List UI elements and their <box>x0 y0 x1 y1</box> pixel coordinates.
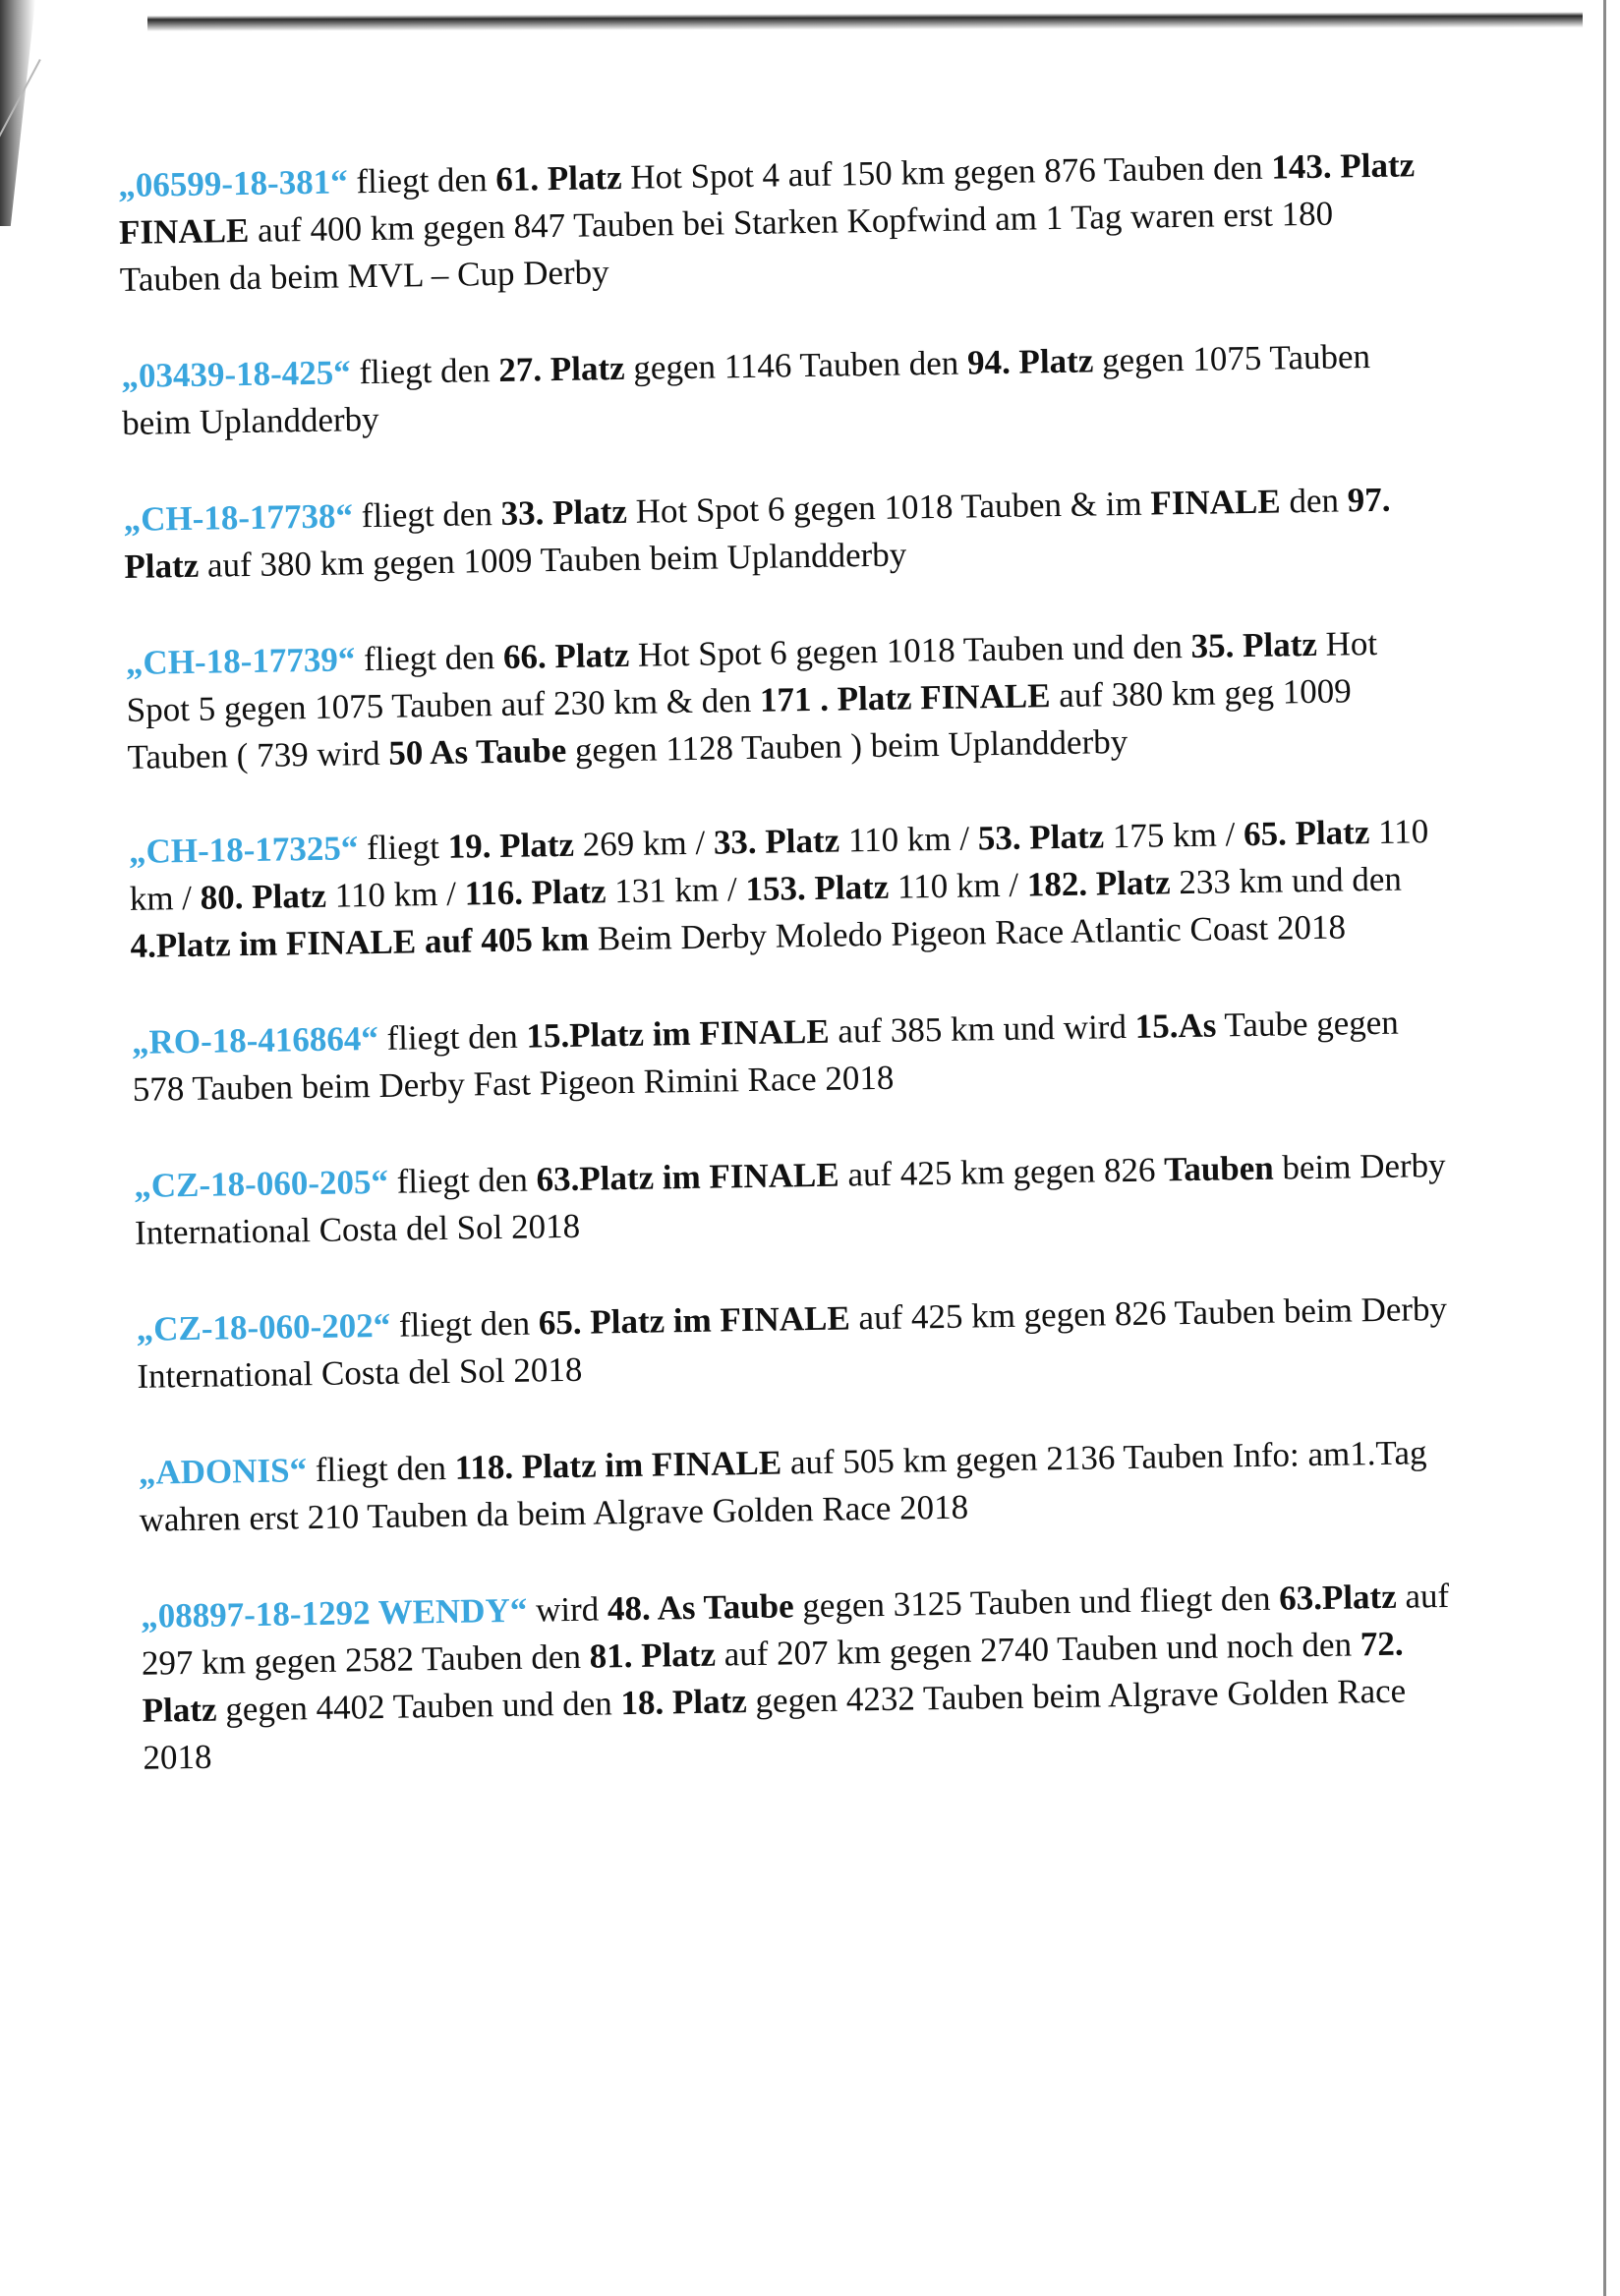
ring-number: „06599-18-381“ <box>118 162 348 204</box>
entry-text: Hot Spot 5 gegen 1075 Tauben auf 230 km & den <box>126 623 1378 729</box>
entry-text: fliegt den <box>354 637 504 679</box>
entry-text: auf 207 km gegen 2740 Tauben und noch den <box>715 1625 1361 1674</box>
entry-text: auf 425 km gegen 826 <box>839 1150 1165 1194</box>
ring-number: „CZ-18-060-202“ <box>136 1305 391 1349</box>
ring-number: „ADONIS“ <box>138 1451 308 1492</box>
placement-highlight: 15.Platz im FINALE <box>526 1011 830 1056</box>
entry-text: fliegt den <box>347 159 496 201</box>
pigeon-entry <box>136 1286 1454 1401</box>
entry-text: fliegt den <box>377 1016 527 1058</box>
entry-text: gegen 1128 Tauben ) beim Uplandderby <box>565 721 1128 770</box>
entry-text: fliegt den <box>306 1448 456 1490</box>
ring-number: „03439-18-425“ <box>121 353 352 395</box>
scan-top-edge <box>147 0 1583 31</box>
entry-text: gegen 4232 Tauben beim Algrave Golden Race 2018 <box>143 1671 1407 1777</box>
placement-highlight: 182. Platz <box>1026 863 1171 904</box>
placement-highlight: 53. Platz <box>977 817 1105 858</box>
entry-text: auf 380 km geg 1009 Tauben ( 739 wird <box>127 671 1352 776</box>
scan-right-edge <box>1603 0 1606 2296</box>
entry-text: gegen 1075 Tauben beim Uplandderby <box>121 337 1371 442</box>
placement-highlight: 65. Platz <box>1243 813 1370 854</box>
pigeon-entry <box>123 476 1441 591</box>
entry-text: 131 km / <box>606 870 746 911</box>
scan-left-corner <box>0 0 35 226</box>
entry-text: gegen 4402 Tauben und den <box>216 1684 621 1729</box>
entry-text: 110 km / <box>325 874 465 915</box>
placement-highlight: 63.Platz im FINALE <box>536 1155 839 1199</box>
entry-text: 175 km / <box>1103 815 1244 856</box>
placement-highlight: 97. Platz <box>124 480 1391 586</box>
entry-text: auf 400 km gegen 847 Tauben bei Starken Kopfwind am 1 Tag waren erst 180 Tauben da beim MVL – Cup Derby <box>119 194 1334 299</box>
entry-text: 233 km und den <box>1170 859 1403 902</box>
entry-text: 110 km / <box>888 865 1028 906</box>
entry-text: fliegt den <box>387 1160 537 1201</box>
pigeon-entry <box>134 1142 1452 1257</box>
placement-highlight: 153. Platz <box>745 867 890 909</box>
placement-highlight: 72. Platz <box>142 1624 1404 1730</box>
entry-text: auf 505 km gegen 2136 Tauben Info: am1.Tag wahren erst 210 Tauben da beim Algrave Golden Race 2018 <box>139 1433 1427 1539</box>
ring-number: „CH-18-17738“ <box>123 496 354 539</box>
pigeon-entry <box>129 808 1448 970</box>
placement-highlight: 80. Platz <box>200 876 327 917</box>
placement-highlight: 81. Platz <box>589 1635 717 1676</box>
placement-highlight: 27. Platz <box>498 348 625 389</box>
entry-text: fliegt <box>357 827 448 868</box>
placement-highlight: 15.As <box>1134 1005 1217 1046</box>
ring-number: „CH-18-17325“ <box>128 829 359 871</box>
placement-highlight: 33. Platz <box>500 491 628 533</box>
placement-highlight: 94. Platz <box>966 341 1094 382</box>
placement-highlight: 65. Platz im FINALE <box>538 1298 851 1343</box>
entry-text: Hot Spot 6 gegen 1018 Tauben & im <box>626 484 1151 531</box>
entry-text: 110 km / <box>129 812 1429 918</box>
pigeon-entry <box>118 142 1437 304</box>
entry-text: 110 km / <box>839 819 979 860</box>
entry-text: Hot Spot 6 gegen 1018 Tauben und den <box>628 626 1191 674</box>
entry-text: den <box>1280 481 1348 521</box>
ring-number: „CZ-18-060-205“ <box>134 1162 389 1205</box>
entry-text: wird <box>526 1589 608 1630</box>
entry-text: auf 425 km gegen 826 Tauben beim Derby International Costa del Sol 2018 <box>137 1289 1448 1396</box>
entry-text: Beim Derby Moledo Pigeon Race Atlantic Coast 2018 <box>588 907 1347 958</box>
entry-text: Taube gegen 578 Tauben beim Derby Fast Pigeon Rimini Race 2018 <box>132 1003 1400 1109</box>
placement-highlight: 66. Platz <box>502 635 630 676</box>
ring-number: „RO-18-416864“ <box>131 1018 379 1062</box>
placement-highlight: 116. Platz <box>464 872 607 913</box>
pigeon-entry <box>126 619 1445 781</box>
placement-highlight: 35. Platz <box>1190 624 1318 665</box>
entry-text: auf 385 km und wird <box>829 1006 1135 1051</box>
entry-text: fliegt den <box>350 350 499 392</box>
placement-highlight: 33. Platz <box>713 821 840 862</box>
placement-highlight: 63.Platz <box>1278 1577 1397 1618</box>
pigeon-entry <box>132 999 1450 1114</box>
entry-text: 269 km / <box>573 823 715 864</box>
entry-text: gegen 1146 Tauben den <box>624 343 968 387</box>
placement-highlight: 50 As Taube <box>387 730 567 773</box>
pigeon-entry <box>141 1573 1461 1782</box>
entry-text: fliegt den <box>352 493 501 536</box>
entry-text: auf 297 km gegen 2582 Tauben den <box>141 1576 1450 1683</box>
pigeon-entry <box>121 332 1439 447</box>
placement-highlight: 18. Platz <box>620 1682 748 1723</box>
placement-highlight: 61. Platz <box>494 157 622 199</box>
entry-text: gegen 3125 Tauben und fliegt den <box>793 1578 1280 1626</box>
entry-text: beim Derby International Costa del Sol 2018 <box>134 1145 1446 1252</box>
ring-number: „08897-18-1292 WENDY“ <box>140 1590 528 1636</box>
entry-text: fliegt den <box>389 1303 540 1345</box>
placement-highlight: 118. Platz im FINALE <box>454 1443 782 1487</box>
ring-number: „CH-18-17739“ <box>125 640 356 682</box>
placement-highlight: 19. Platz <box>447 825 575 866</box>
pigeon-entry <box>139 1429 1457 1544</box>
entry-text: auf 380 km gegen 1009 Tauben beim Uplandderby <box>198 535 907 585</box>
placement-highlight: 48. As Taube <box>607 1586 794 1629</box>
results-list <box>118 142 1462 1831</box>
placement-highlight: FINALE <box>1150 482 1281 523</box>
placement-highlight: Tauben <box>1163 1148 1274 1189</box>
placement-highlight: 4.Platz im FINALE auf 405 km <box>130 919 590 965</box>
placement-highlight: 143. Platz FINALE <box>118 145 1416 252</box>
entry-text: Hot Spot 4 auf 150 km gegen 876 Tauben den <box>621 147 1272 197</box>
placement-highlight: 171 . Platz FINALE <box>759 676 1051 719</box>
